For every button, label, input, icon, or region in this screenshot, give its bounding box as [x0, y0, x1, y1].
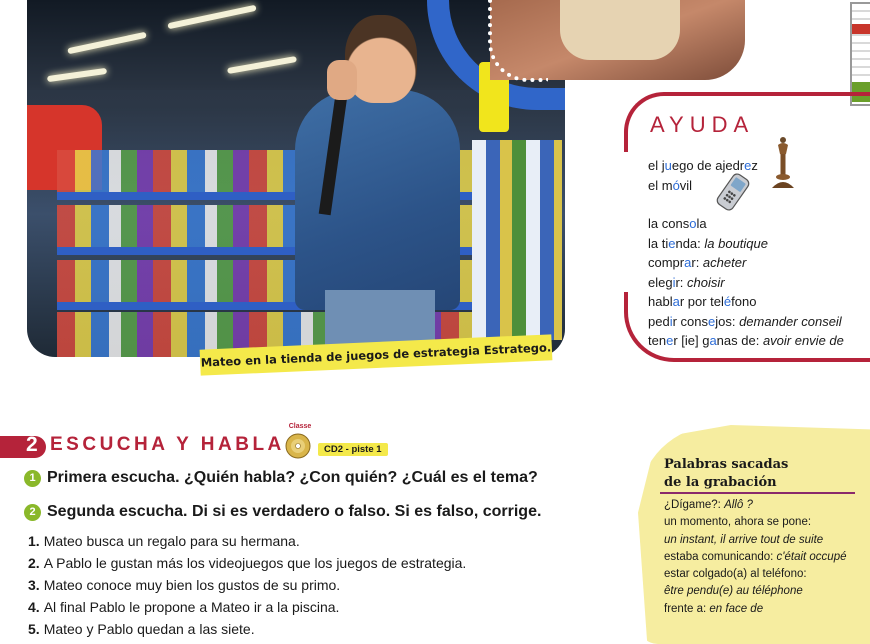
translation-text: la boutique: [704, 235, 769, 251]
translation-text: acheter: [702, 255, 747, 270]
photo-caption: Mateo en la tienda de juegos de estrategia Estratego.: [200, 334, 553, 375]
vocab-text: ped: [648, 313, 670, 329]
vocab-item: [648, 156, 844, 176]
store-photo: [27, 0, 565, 357]
stressed-vowel: e: [708, 313, 716, 329]
statement-item: [28, 596, 466, 618]
vocab-text: un momento, ahora se pone:: [664, 516, 812, 529]
translation-text: demander conseil: [739, 313, 842, 329]
statement-item: [28, 574, 466, 596]
vocab-text: la: [696, 216, 707, 231]
vocab-text: ¿Dígame?:: [664, 499, 725, 511]
statement-number: 4.: [28, 599, 40, 615]
vocab-item: [648, 331, 844, 351]
vocab-text: r [ie] g: [673, 333, 710, 348]
question-1: [24, 469, 538, 487]
stressed-vowel: é: [723, 294, 732, 309]
question-2-text: Segunda escucha. Di si es verdadero o falso. Si es falso, corrige.: [47, 503, 542, 520]
vocab-item: [648, 312, 844, 332]
vocab-text: r:: [691, 255, 703, 270]
statement-text: Mateo y Pablo quedan a las siete.: [43, 621, 255, 637]
exercise-number: 2: [26, 433, 38, 456]
vocab-text: el m: [648, 177, 673, 193]
cd-track-tag: CD2 - piste 1: [318, 443, 388, 456]
exercise-badge: [0, 436, 46, 458]
stressed-vowel: e: [666, 333, 674, 348]
game-shelf-right: [472, 140, 562, 340]
statement-item: [28, 552, 466, 574]
statement-text: Mateo conoce muy bien los gustos de su primo.: [43, 577, 341, 593]
statement-item: [28, 530, 466, 552]
palabras-item: [664, 583, 847, 600]
question-1-text: Primera escucha. ¿Quién habla? ¿Con quién? ¿Cuál es el tema?: [47, 469, 538, 486]
statement-number: 3.: [28, 577, 40, 593]
question-2: [24, 503, 541, 521]
stressed-vowel: a: [709, 333, 717, 348]
question-bullet: 1: [24, 470, 41, 487]
statement-list: [28, 530, 466, 640]
vocab-text: habl: [648, 294, 673, 309]
vocab-text: estar colgado(a) al teléfono:: [664, 568, 807, 581]
vocab-item: [648, 214, 844, 234]
list-spacer: [648, 195, 844, 214]
palabras-underline: [660, 492, 855, 494]
vocab-text: vil: [679, 177, 693, 193]
vocab-text: ego de ajedr: [671, 158, 745, 173]
statement-number: 2.: [28, 555, 40, 571]
vocab-text: el j: [648, 158, 665, 173]
stressed-vowel: a: [672, 294, 680, 309]
vocab-text: eleg: [648, 274, 673, 290]
palabras-item: [664, 532, 847, 549]
vocab-text: fono: [731, 294, 757, 309]
stressed-vowel: e: [744, 158, 752, 173]
stressed-vowel: ó: [672, 177, 680, 193]
stressed-vowel: i: [672, 274, 676, 290]
statement-item: [28, 618, 466, 640]
palabras-item: [664, 566, 847, 583]
translation-text: être pendu(e) au téléphone: [664, 585, 803, 598]
vocab-text: r cons: [672, 313, 708, 329]
vocab-text: r por tel: [679, 294, 724, 309]
translation-text: c'était occupé: [776, 550, 847, 563]
secondary-photo-figure: [560, 0, 680, 60]
palabras-title-line-2: de la grabación: [664, 475, 777, 490]
stressed-vowel: a: [684, 255, 692, 270]
vocab-item: [648, 176, 844, 196]
stressed-vowel: o: [689, 216, 697, 231]
vocab-text: compr: [648, 255, 685, 270]
palabras-item: [664, 514, 847, 531]
vocab-text: ten: [648, 333, 667, 348]
vocab-text: frente a:: [664, 602, 710, 615]
vocab-text: estaba comunicando:: [664, 550, 777, 563]
translation-text: avoir envie de: [762, 333, 844, 348]
exercise-title: ESCUCHA Y HABLA: [50, 434, 285, 455]
stressed-vowel: i: [669, 313, 673, 329]
palabras-title-line-1: Palabras sacadas: [664, 457, 789, 472]
question-bullet: 2: [24, 504, 41, 521]
palabras-item: [664, 601, 847, 618]
vocab-item: [648, 273, 844, 293]
stressed-vowel: e: [668, 235, 676, 251]
ayuda-title: AYUDA: [650, 112, 755, 137]
translation-text: un instant, il arrive tout de suite: [664, 533, 824, 546]
vocab-text: z: [751, 158, 758, 173]
cd-label: Classe: [288, 423, 312, 430]
vocab-text: jos:: [715, 313, 740, 329]
palabras-item: [664, 497, 847, 514]
vocab-item: [648, 292, 844, 312]
book-thumbnail: [850, 2, 870, 106]
palabras-item: [664, 549, 847, 566]
statement-text: Mateo busca un regalo para su hermana.: [43, 533, 300, 549]
vocab-text: r:: [675, 274, 688, 290]
translation-text: choisir: [687, 274, 725, 290]
vocab-text: nda:: [675, 235, 705, 251]
cd-audio-icon: [283, 420, 317, 460]
person-hand-phone: [327, 60, 357, 100]
statement-number: 5.: [28, 621, 40, 637]
statement-text: Al final Pablo le propone a Mateo ir a la piscina.: [43, 599, 340, 615]
vocab-text: la ti: [648, 235, 669, 251]
stressed-vowel: u: [664, 158, 672, 173]
ayuda-vocab-list: [648, 156, 844, 351]
vocab-text: nas de:: [716, 333, 763, 348]
statement-number: 1.: [28, 533, 40, 549]
vocab-text: la cons: [648, 216, 690, 231]
palabras-list: [664, 497, 847, 618]
thumbnail-band: [852, 24, 870, 34]
translation-text: en face de: [709, 602, 764, 615]
palabras-title: [664, 456, 788, 492]
vocab-item: [648, 234, 844, 254]
translation-text: Allô ?: [724, 499, 753, 511]
vocab-item: [648, 253, 844, 273]
statement-text: A Pablo le gustan más los videojuegos que los juegos de estrategia.: [43, 555, 467, 571]
